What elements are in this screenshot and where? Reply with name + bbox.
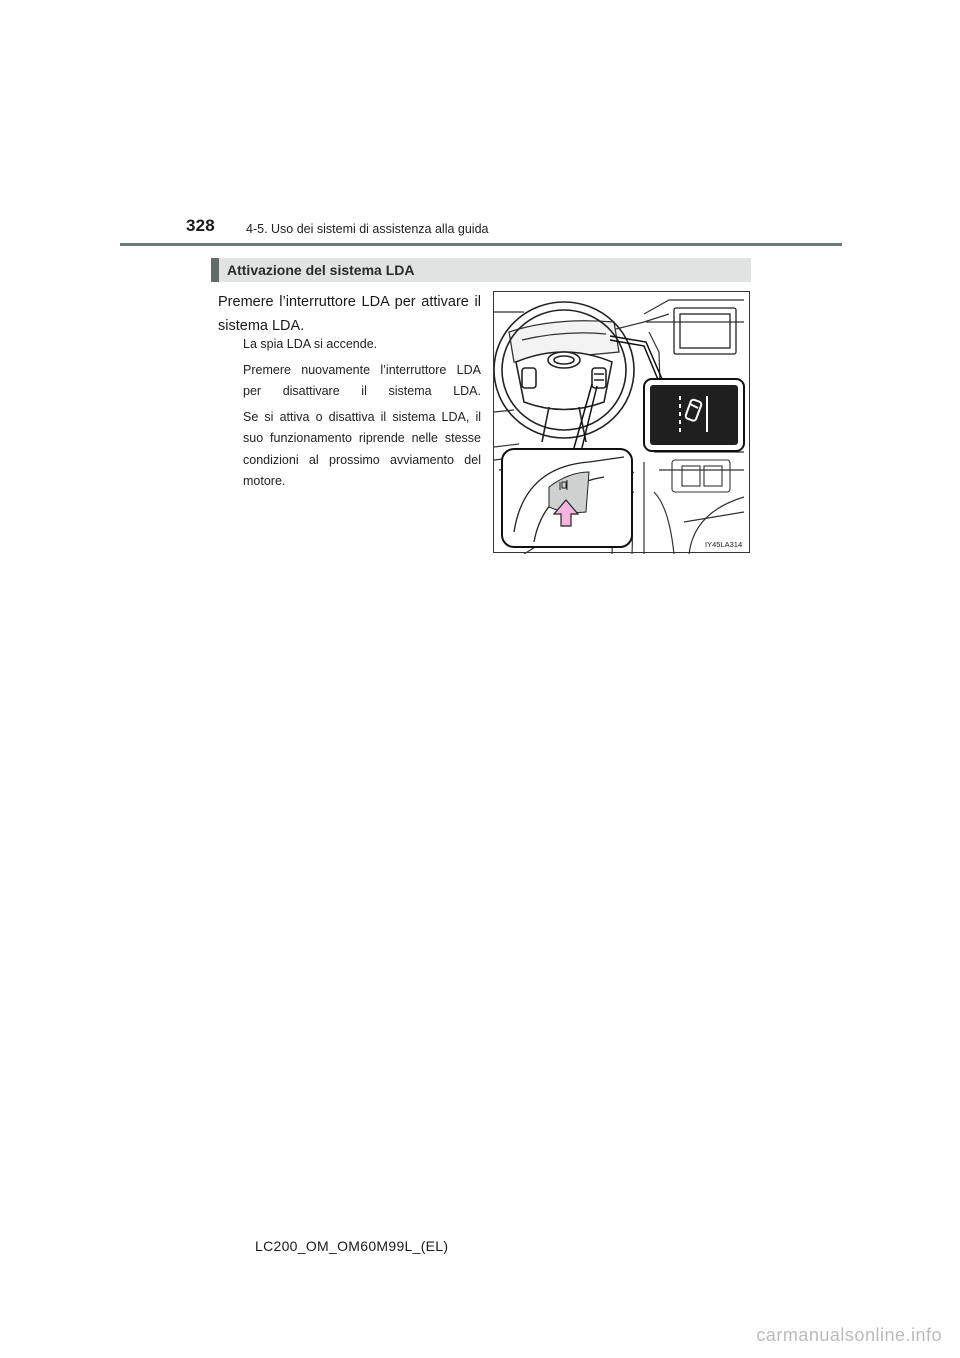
note-item: Premere nuovamente l’interruttore LDA per disattivare il sistema LDA. [243, 362, 481, 398]
section-title: 4-5. Uso dei sistemi di assistenza alla guida [246, 222, 489, 236]
page-number: 328 [186, 216, 215, 235]
main-instruction: Premere l’interruttore LDA per attivare il sistema LDA. [218, 294, 481, 334]
lane-departure-indicator-callout [644, 379, 744, 451]
notes-list [243, 334, 481, 497]
illustration-code: IY45LA314 [705, 540, 743, 549]
note-item: Se si attiva o disattiva il sistema LDA, il suo funzionamento riprende nelle stesse condizioni al prossimo avviamento del motore. [243, 409, 481, 488]
steering-wheel-illustration [493, 291, 750, 553]
heading-text: Attivazione del sistema LDA [227, 262, 415, 278]
illustration-drawing [494, 292, 751, 554]
note-item: La spia LDA si accende. [243, 337, 378, 351]
watermark: carmanualsonline.info [756, 1325, 942, 1345]
heading-bar [211, 258, 219, 282]
lda-switch-callout [502, 449, 632, 547]
section-heading [211, 258, 751, 282]
header-rule [120, 243, 842, 246]
footer-code: LC200_OM_OM60M99L_(EL) [255, 1238, 449, 1254]
